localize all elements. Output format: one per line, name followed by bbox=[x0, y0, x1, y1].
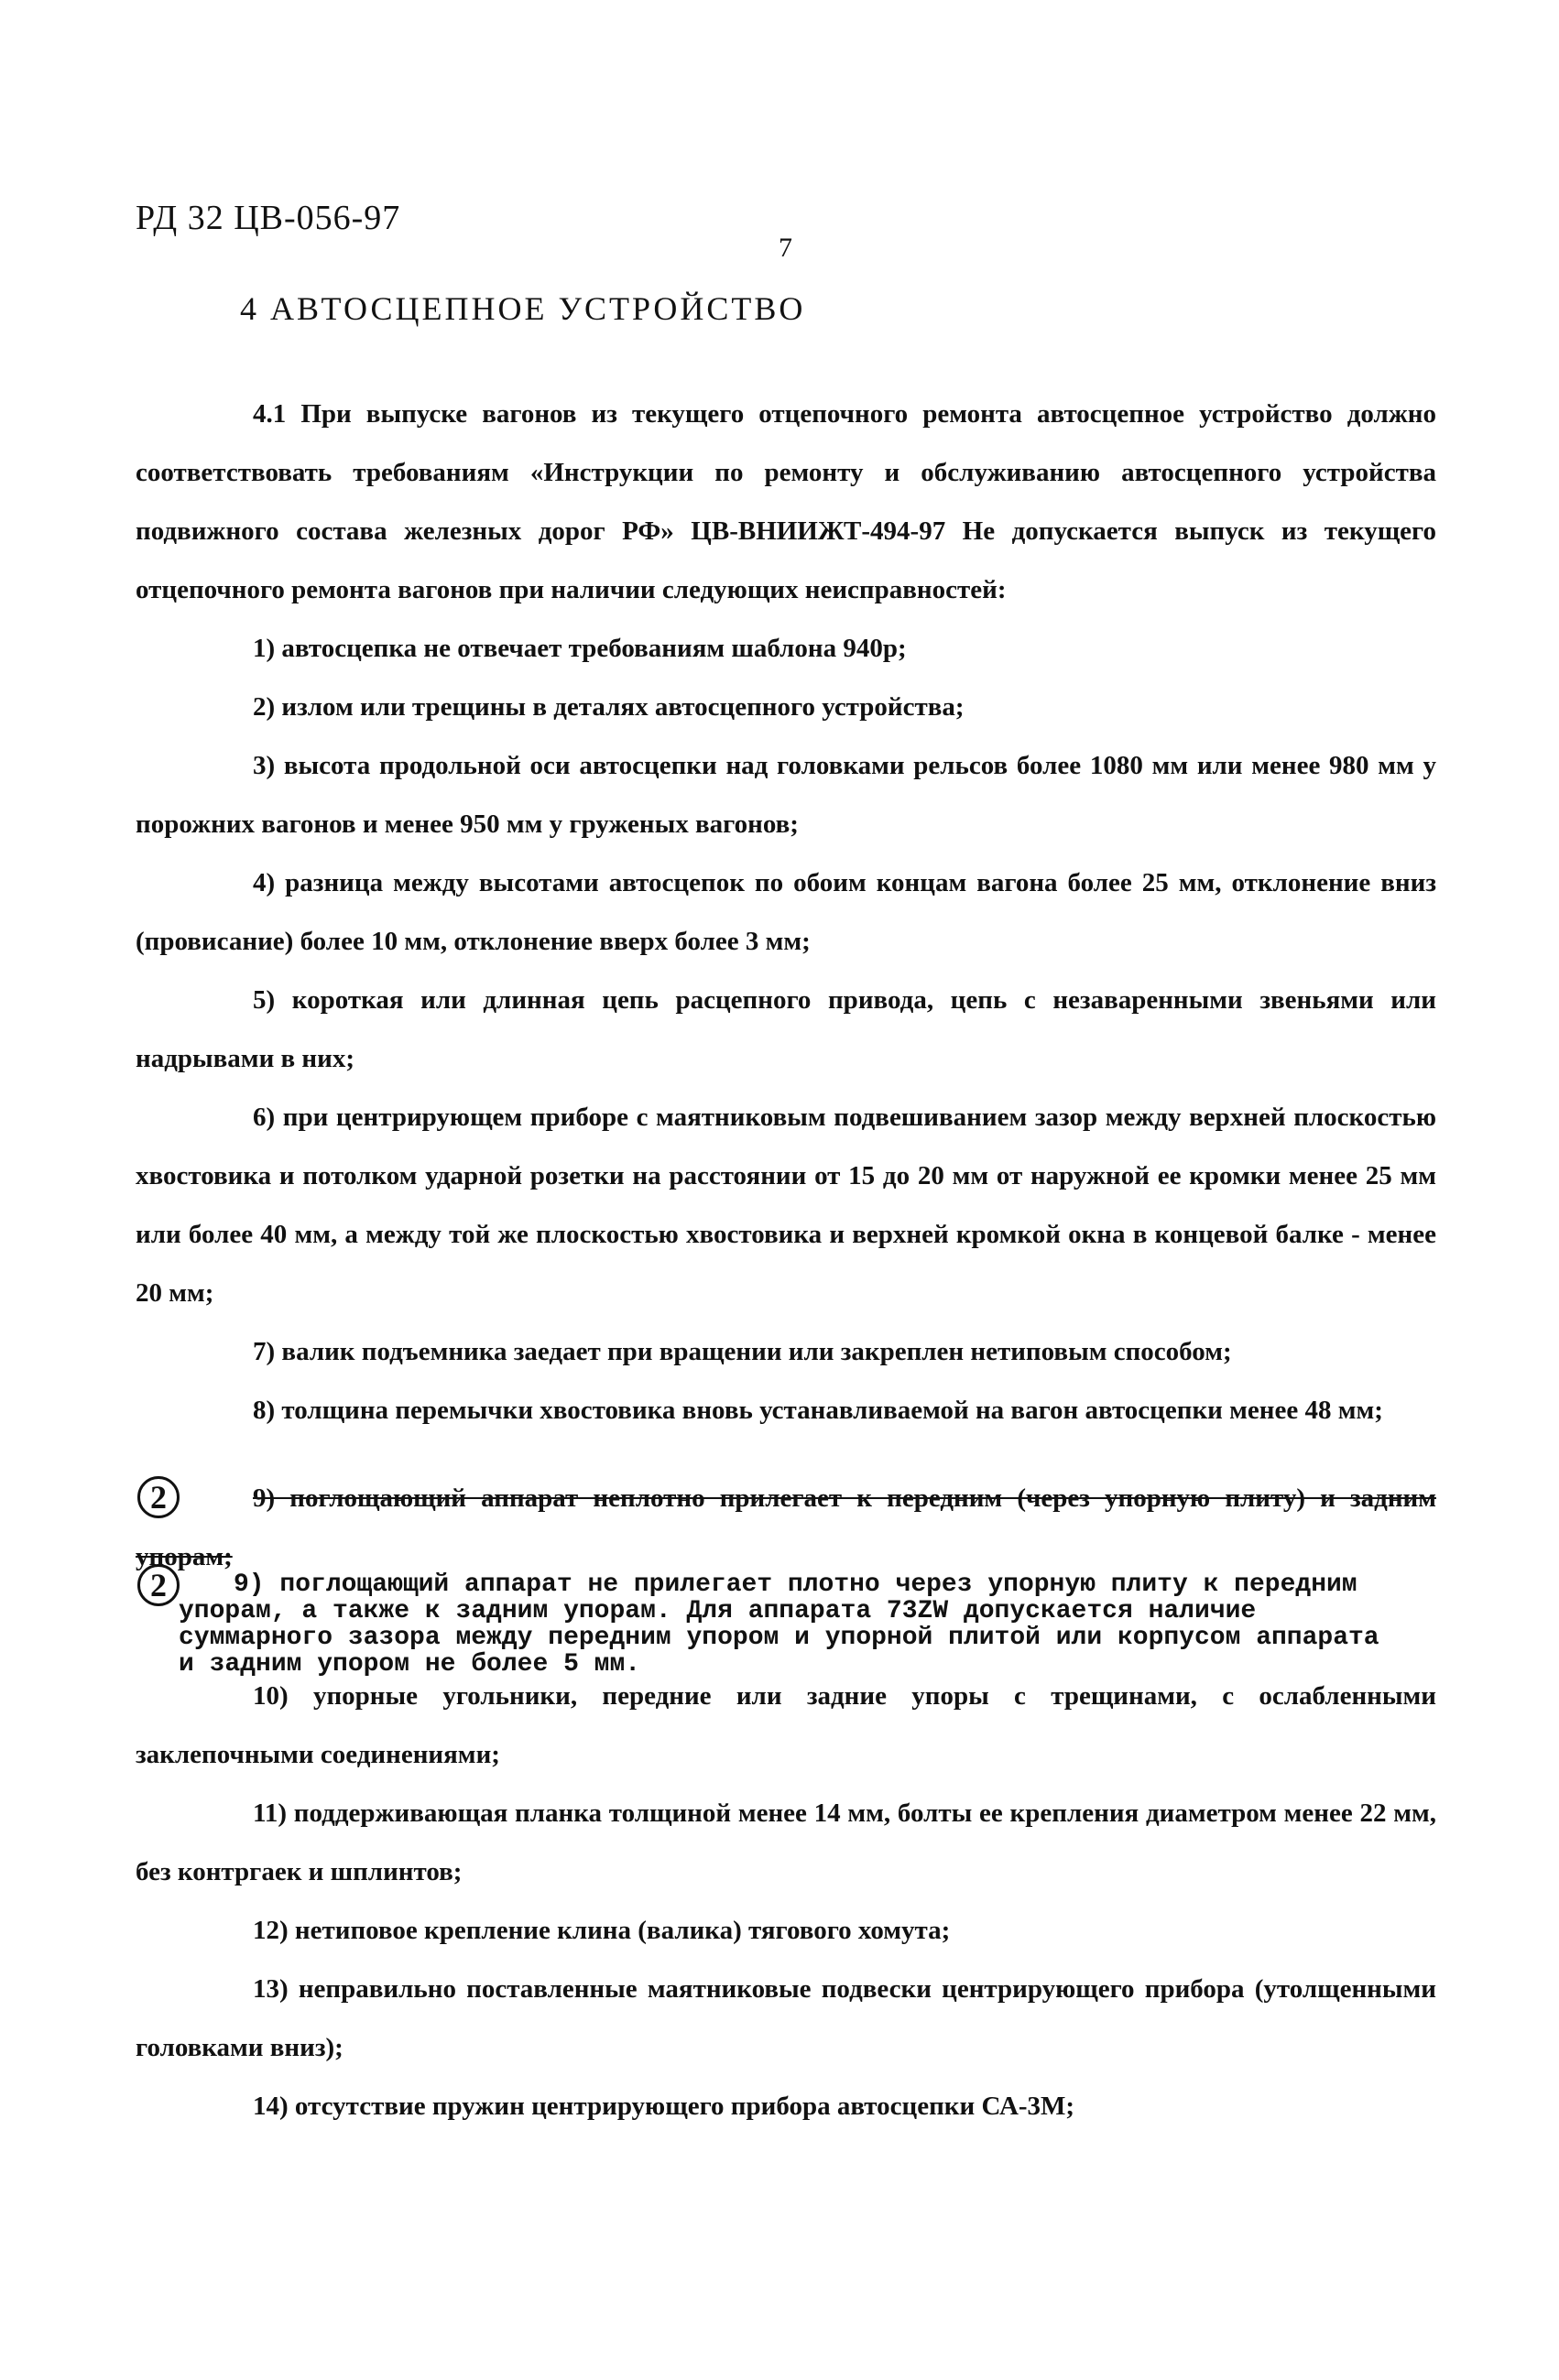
list-item-6: 6) при центрирующем приборе с маятниковым подвешиванием зазор между верхней плоскостью хвостовика и потолком ударной розетки на расстоянии от 15 до 20 мм от наружной ее кромки менее 25 мм или более 40 мм, а между той же плоскостью хвостовика и верхней кромкой окна в концевой балке - менее 20 мм; bbox=[136, 1103, 1436, 1308]
page-number: 7 bbox=[779, 233, 792, 263]
list-item-1: 1) автосцепка не отвечает требованиям шаблона 940р; bbox=[253, 634, 907, 663]
list-item-11: 11) поддерживающая планка толщиной менее 14 мм, болты ее крепления диаметром менее 22 мм, без контргаек и шплинтов; bbox=[136, 1799, 1436, 1886]
amendment-mark: 2 bbox=[137, 1476, 180, 1518]
list-item-3: 3) высота продольной оси автосцепки над головками рельсов более 1080 мм или менее 980 мм у порожних вагонов и менее 950 мм у груженых вагонов; bbox=[136, 751, 1436, 839]
list-item-14: 14) отсутствие пружин центрирующего прибора автосцепки СА-3М; bbox=[253, 2092, 1075, 2121]
list-item-10: 10) упорные угольники, передние или задние упоры с трещинами, с ослабленными заклепочными соединениями; bbox=[136, 1681, 1436, 1769]
struck-item-9: 9) поглощающий аппарат неплотно прилегает к передним (через упорную плиту) и задним упорам; bbox=[136, 1483, 1436, 1571]
section-title: 4 АВТОСЦЕПНОЕ УСТРОЙСТВО bbox=[240, 290, 806, 327]
list-item-13: 13) неправильно поставленные маятниковые подвески центрирующего прибора (утолщенными головками вниз); bbox=[136, 1974, 1436, 2062]
list-item-5: 5) короткая или длинная цепь расцепного привода, цепь с незаваренными звеньями или надрывами в них; bbox=[136, 985, 1436, 1073]
list-item-7: 7) валик подъемника заедает при вращении или закреплен нетиповым способом; bbox=[253, 1337, 1232, 1366]
document-code: РД 32 ЦВ-056-97 bbox=[136, 199, 401, 237]
list-item-12: 12) нетиповое крепление клина (валика) тягового хомута; bbox=[253, 1916, 951, 1945]
paragraph-intro: 4.1 При выпуске вагонов из текущего отцепочного ремонта автосцепное устройство должно соответствовать требованиям «Инструкции по ремонту и обслуживанию автосцепного устройства подвижного состава железных дорог РФ» ЦВ-ВНИИЖТ-494-97 Не допускается выпуск из текущего отцепочного ремонта вагонов при наличии следующих неисправностей: bbox=[136, 399, 1436, 604]
list-item-8: 8) толщина перемычки хвостовика вновь устанавливаемой на вагон автосцепки менее 48 мм; bbox=[253, 1396, 1383, 1425]
list-item-4: 4) разница между высотами автосцепок по обоим концам вагона более 25 мм, отклонение вниз (провисание) более 10 мм, отклонение вверх более 3 мм; bbox=[136, 868, 1436, 956]
amendment-mark: 2 bbox=[137, 1564, 180, 1606]
list-item-2: 2) излом или трещины в деталях автосцепного устройства; bbox=[253, 692, 965, 722]
typed-insert-item-9: 9) поглощающий аппарат не прилегает плотно через упорную плиту к передним упорам, а также к задним упорам. Для аппарата 73ZW допускается наличие суммарного зазора между передним упором и упорной плитой или корпусом аппарата и задним упором не более 5 мм. bbox=[179, 1570, 1379, 1679]
